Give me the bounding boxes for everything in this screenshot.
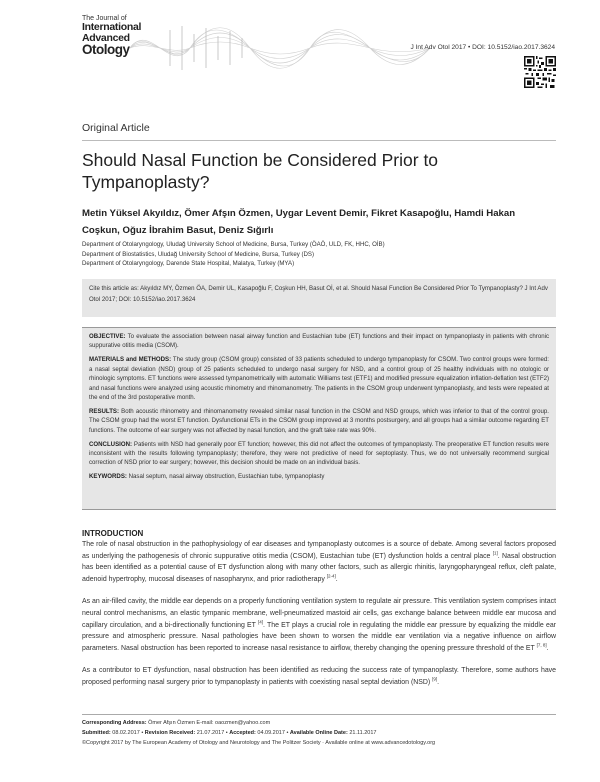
section-text: Both acoustic rhinometry and rhinomanometry revealed similar nasal function in the CSOM and NSD groups, which was inferior to that of the control group. The CSOM group had the worst ET function. Dysfunctional ETs in the CSOM group improved at 3 months postsurgery, and all groups had a similar outcome regarding ET functions. The outcome of ear surgery was not affected by nasal function, and the graft take rate was 90%.: [89, 407, 549, 434]
introduction-heading: INTRODUCTION: [82, 529, 144, 538]
article-type: Original Article: [82, 122, 150, 134]
label: Accepted:: [229, 730, 256, 736]
text: .: [546, 644, 549, 652]
logo-line-3: Advanced: [82, 31, 130, 44]
abstract-methods: [89, 355, 549, 402]
journal-logo: [82, 15, 142, 57]
text: As an air-filled cavity, the middle ear depends on a properly functioning ventilation system to regulate air pressure. This ventilation system comprises intact neural control mechanisms, an elastic tympanic membrane, well-pneumatized mastoid air cells, gas exchange balance between middle ear mucosa and capillary circulation, and a bi-directionally functioning ET: [82, 598, 556, 629]
text: . The ET plays a crucial role in regulating the middle ear pressure by equalizing the middle ear pressure and atmospheric pressure. Nasal pathologies have been shown to worsen the middle ear ventilation via a negative influence on airflow parameters. Nasal obstruction has been reported to increase nasal resistance to airflow, thereby changing the opening pressure threshold of the ET: [82, 621, 556, 652]
value: 21.07.2017: [196, 730, 225, 736]
label: Revision Received:: [144, 730, 196, 736]
abstract-objective: [89, 332, 549, 351]
value: Ömer Afşın Özmen E-mail: oaozmen@yahoo.com: [148, 720, 271, 726]
section-label: RESULTS:: [89, 407, 120, 415]
affiliation: Department of Otolaryngology, Darende State Hospital, Malatya, Turkey (MYA): [82, 260, 295, 267]
author-list: Metin Yüksel Akyıldız, Ömer Afşın Özmen, Uygar Levent Demir, Fikret Kasapoğlu, Hamdi Hakan Coşkun, Oğuz İbrahim Basut, Deniz Sığırlı: [82, 208, 516, 236]
section-label: KEYWORDS:: [89, 473, 127, 481]
affiliation: Department of Biostatistics, Uludağ University School of Medicine, Bursa, Turkey (DS): [82, 250, 314, 258]
affiliations: [82, 240, 552, 269]
value: 04.09.2017: [257, 730, 285, 736]
citation-ref[interactable]: [7, 8]: [536, 642, 547, 648]
section-label: OBJECTIVE:: [89, 333, 126, 340]
section-text: Patients with NSD had generally poor ET function; however, this did not affect the outcomes of tympanoplasty. The preoperative ET function results were inconsistent with the results following tympanoplasty; therefore, they were not predictive of need for septoplasty. Thus, we do not universally recommend surgical correction of NSD prior to ear surgery; however, this decision should be made on an individual basis.: [89, 440, 549, 467]
logo-line-1: The Journal of: [82, 15, 127, 22]
article-title: Should Nasal Function be Considered Prior to Tympanoplasty?: [82, 150, 439, 192]
abstract-results: [89, 407, 549, 435]
paragraph: [82, 596, 556, 654]
sound-wave-graphic: [130, 16, 430, 80]
qr-code-icon: [524, 56, 556, 88]
divider: [82, 140, 556, 141]
introduction-body: [82, 539, 556, 700]
text: .: [335, 575, 338, 583]
copyright-line: ©Copyright 2017 by The European Academy of Otology and Neurotology and The Politzer Society · Available online at www.advancedotology.org: [82, 740, 436, 746]
abstract-keywords: [89, 472, 549, 481]
footer-divider: [82, 714, 556, 715]
label: Available Online Date:: [289, 730, 348, 736]
text: . Nasal obstruction has been identified as a potential cause of ET dysfunction along with many other factors, such as allergic rhinitis, laryngopharyngeal reflux, cleft palate, adenoid hypertrophy, mucosal diseases of nasopharynx, and prior radiotherapy: [82, 552, 556, 583]
section-text: Nasal septum, nasal airway obstruction, Eustachian tube, tympanoplasty: [128, 473, 325, 481]
section-label: MATERIALS and METHODS:: [89, 356, 172, 364]
cite-this-article-box: [82, 279, 556, 317]
citation-ref[interactable]: [2-4]: [326, 573, 336, 579]
section-label: CONCLUSION:: [89, 440, 132, 448]
text: .: [437, 678, 440, 686]
corresponding-address: [82, 718, 556, 728]
logo-line-4: Otology: [82, 42, 130, 57]
dates-line: Submitted: 08.02.2017 • Revision Received: 21.07.2017 • Accepted: 04.09.2017 • Available Online Date: 21.11.2017: [82, 730, 377, 736]
running-citation: J Int Adv Otol 2017 • DOI: 10.5152/iao.2017.3624: [410, 44, 555, 51]
section-text: To evaluate the association between nasal airway function and Eustachian tube (ET) functions and their impact on tympanoplasty in patients with chronic suppurative otitis media (CSOM).: [89, 333, 550, 350]
value: 08.02.2017: [112, 730, 140, 736]
section-text: The study group (CSOM group) consisted of 33 patients scheduled to undergo tympanoplasty for CSOM. Two control groups were formed: a nasal septal deviation (NSD) group of 25 patients scheduled to undergo nasal surgery for NSD, and a control group of 25 healthy individuals with no otologic or rhinologic symptoms. ET functions were assessed tympanometrically with automatic Williams test (ETF1) and modified pressure equalization inflation-deflation test (ETF2) and nasal functions were analyzed using acoustic rhinometry and rhinomanometry. The patients in the CSOM group underwent tympanoplasty, and tests were repeated at the end of the 3rd postoperative month.: [89, 356, 549, 401]
paragraph: [82, 665, 556, 688]
citation-ref[interactable]: [9]: [432, 676, 438, 682]
abstract-box: [82, 327, 556, 510]
citation-ref[interactable]: [1]: [492, 550, 498, 556]
abstract-conclusion: [89, 440, 549, 468]
cite-this-article-text: Cite this article as: Akyıldız MY, Özmen ÖA, Demir UL, Kasapoğlu F, Coşkun HH, Basut Oİ, et al. Should Nasal Function Be Considered Prior To Tympanoplasty? J Int Adv Otol 2017; DOI: 10.5152/iao.2017.3624: [89, 285, 548, 303]
citation-ref[interactable]: [4]: [257, 619, 263, 625]
label: Submitted:: [82, 730, 111, 736]
affiliation: Department of Otolaryngology, Uludağ University School of Medicine, Bursa, Turkey (ÖAÖ, ULD, FK, HHC, OİB): [82, 241, 385, 248]
page-footer: [82, 718, 556, 748]
text: As a contributor to ET dysfunction, nasal obstruction has been identified as reducing the success rate of tympanoplasty. Therefore, some authors have proposed performing nasal surgery prior to tympanoplasty in patients with coexisting nasal septal deviation (NSD): [82, 667, 556, 686]
logo-line-2: International: [82, 21, 142, 33]
paragraph: [82, 539, 556, 585]
text: The role of nasal obstruction in the pathophysiology of ear diseases and tympanoplasty outcomes is a source of debate. Among several factors proposed as underlying the pathogenesis of chronic suppurative otitis media (CSOM), Eustachian tube (ET) dysfunction holds a central place: [82, 541, 556, 560]
label: Corresponding Address:: [82, 720, 147, 726]
value: 21.11.2017: [349, 730, 377, 736]
